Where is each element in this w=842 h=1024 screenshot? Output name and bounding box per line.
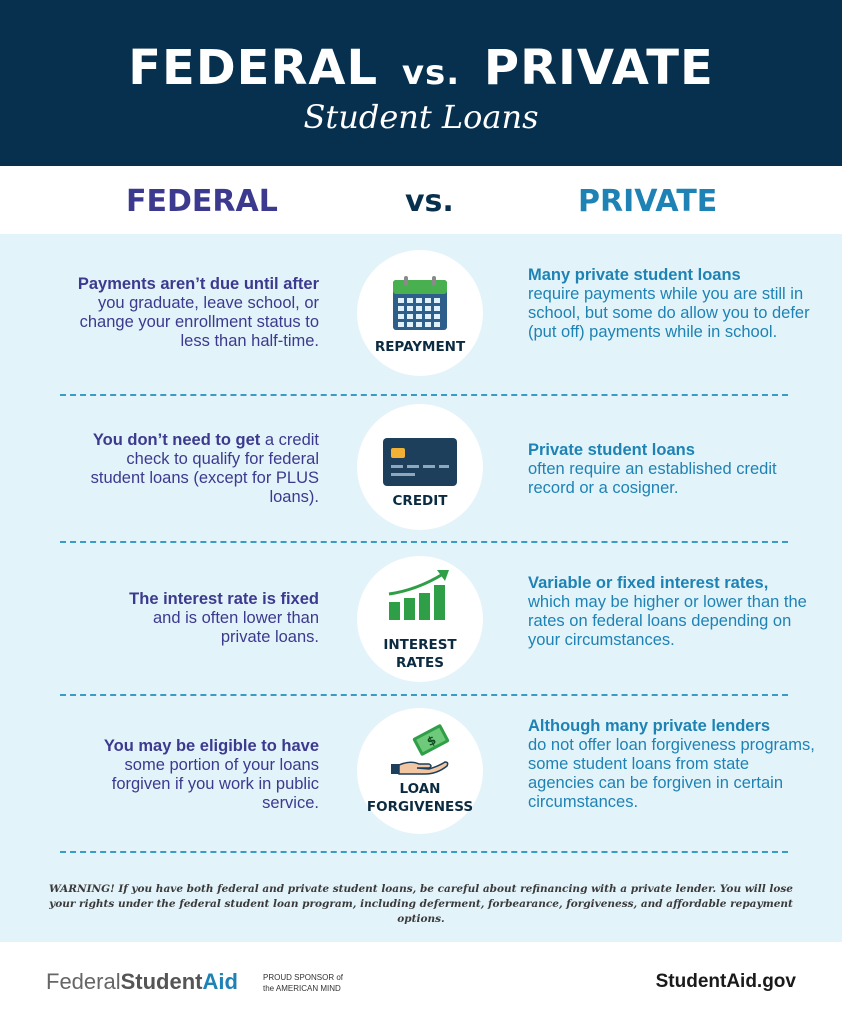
row-divider bbox=[60, 394, 788, 396]
repayment-badge bbox=[357, 250, 483, 376]
private-credit-text: often require an established credit record or a cosigner. bbox=[528, 460, 777, 497]
hand-money-icon bbox=[389, 722, 453, 778]
calendar-icon bbox=[391, 276, 449, 332]
federal-student-aid-logo[interactable] bbox=[46, 969, 238, 995]
title-federal: FEDERAL bbox=[128, 40, 379, 96]
federal-forgiveness-lead: You may be eligible to have bbox=[103, 737, 319, 755]
column-headings bbox=[0, 166, 842, 234]
private-interest-text: which may be higher or lower than the rates on federal loans depending on your circumstances. bbox=[528, 593, 807, 649]
private-forgiveness-text: do not offer loan forgiveness programs, some student loans from state agencies can be forgiven in certain circumstances. bbox=[528, 736, 815, 811]
private-credit bbox=[528, 441, 818, 498]
row-divider bbox=[60, 694, 788, 696]
forgiveness-label-line2: FORGIVENESS bbox=[366, 799, 474, 815]
federal-repayment-lead: Payments aren’t due until after bbox=[77, 275, 319, 293]
growth-chart-icon bbox=[387, 568, 453, 622]
federal-credit bbox=[89, 431, 319, 507]
forgiveness-label bbox=[357, 780, 483, 816]
private-forgiveness-lead: Although many private lenders bbox=[528, 717, 771, 735]
interest-label bbox=[357, 636, 483, 672]
private-repayment bbox=[528, 266, 818, 342]
row-divider bbox=[60, 851, 788, 853]
forgiveness-badge bbox=[357, 708, 483, 834]
federal-credit-lead: You don’t need to get bbox=[92, 431, 261, 449]
title-private: PRIVATE bbox=[483, 40, 714, 96]
title-vs: vs. bbox=[401, 53, 461, 93]
credit-card-icon bbox=[383, 438, 457, 486]
refinancing-warning: WARNING! If you have both federal and private student loans, be careful about refinancing with a private lender. You will lose your rights under the federal student loan program, including deferment, forbearance, forgiveness, and affordable repayment options. bbox=[49, 883, 793, 925]
federal-interest-lead: The interest rate is fixed bbox=[129, 590, 319, 608]
private-repayment-lead: Many private student loans bbox=[528, 266, 741, 284]
federal-forgiveness bbox=[89, 737, 319, 813]
website-link[interactable]: StudentAid.gov bbox=[655, 971, 796, 992]
sponsor-tagline bbox=[263, 972, 343, 994]
page-title bbox=[0, 40, 842, 96]
private-forgiveness bbox=[528, 717, 818, 812]
svg-text:$: $ bbox=[424, 732, 439, 750]
private-interest bbox=[528, 574, 818, 650]
federal-repayment-text: you graduate, leave school, or change your enrollment status to less than half-time. bbox=[79, 294, 319, 350]
private-credit-lead: Private student loans bbox=[528, 441, 695, 459]
federal-credit-text: a credit check to qualify for federal student loans (except for PLUS loans). bbox=[90, 431, 319, 506]
credit-badge bbox=[357, 404, 483, 530]
federal-forgiveness-text: some portion of your loans forgiven if you work in public service. bbox=[111, 756, 319, 812]
private-heading: PRIVATE bbox=[578, 184, 718, 219]
page-subtitle: Student Loans bbox=[303, 98, 539, 136]
interest-label-line2: RATES bbox=[396, 655, 444, 671]
logo-federal: Federal bbox=[46, 969, 121, 994]
private-repayment-text: require payments while you are still in school, but some do allow you to defer (put off) payments while in school. bbox=[528, 285, 810, 341]
sponsor-line1: PROUD SPONSOR of bbox=[263, 973, 344, 982]
federal-interest bbox=[109, 590, 319, 647]
logo-student: Student bbox=[120, 969, 203, 994]
private-interest-lead: Variable or fixed interest rates, bbox=[528, 574, 769, 592]
page-footer bbox=[0, 942, 842, 1024]
page-header bbox=[0, 0, 842, 166]
federal-repayment bbox=[49, 275, 319, 351]
logo-aid: Aid bbox=[202, 969, 238, 994]
repayment-label: REPAYMENT bbox=[374, 339, 466, 355]
federal-heading: FEDERAL bbox=[126, 184, 278, 219]
interest-label-line1: INTEREST bbox=[383, 637, 457, 653]
row-divider bbox=[60, 541, 788, 543]
sponsor-line2: the AMERICAN MIND bbox=[263, 984, 341, 993]
federal-interest-text: and is often lower than private loans. bbox=[152, 609, 319, 646]
credit-label: CREDIT bbox=[392, 493, 448, 509]
interest-badge bbox=[357, 556, 483, 682]
vs-heading: vs. bbox=[405, 184, 454, 219]
forgiveness-label-line1: LOAN bbox=[399, 781, 441, 797]
